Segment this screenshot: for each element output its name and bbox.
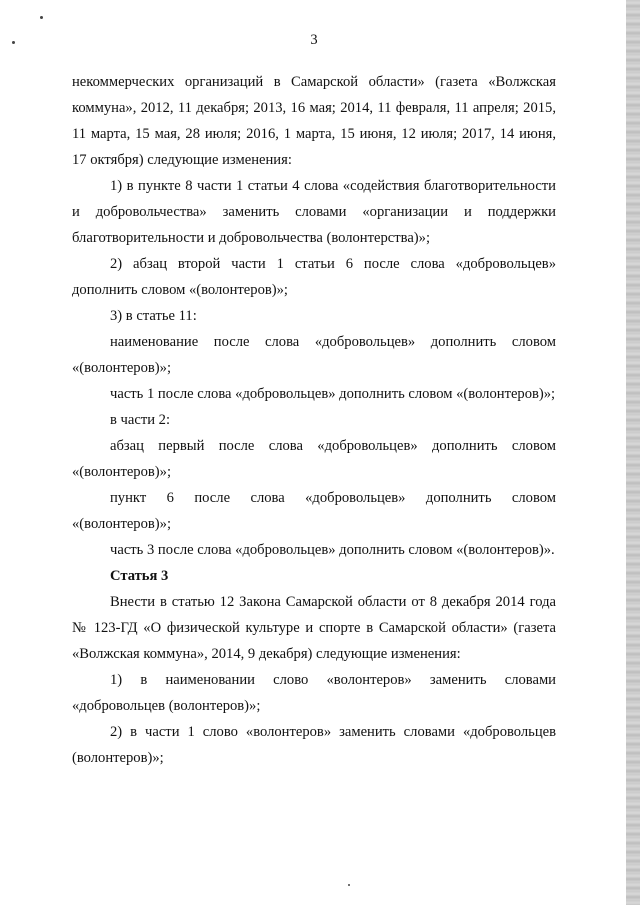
paragraph-intro: некоммерческих организаций в Самарской области» (газета «Волжская коммуна», 2012, 11 декабря; 2013, 16 мая; 2014, 11 февраля, 11 апреля; 2015, 11 марта, 15 мая, 28 июля; 2016, 1 марта, 15 июня, 12 июля; 2017, 14 июня, 17 октября) следующие изменения: [72, 74, 556, 168]
scan-speck [40, 16, 43, 19]
paragraph-item-2: 2) абзац второй части 1 статьи 6 после слова «добровольцев» дополнить словом «(волонтеров)»; [72, 256, 556, 298]
article-heading: Статья 3 [110, 568, 169, 584]
paragraph-subitem-punkt6: пункт 6 после слова «добровольцев» дополнить словом «(волонтеров)»; [72, 490, 556, 532]
paragraph-article-item-1: 1) в наименовании слово «волонтеров» заменить словами «добровольцев (волонтеров)»; [72, 672, 556, 714]
paragraph-item-1: 1) в пункте 8 части 1 статьи 4 слова «содействия благотворительности и добровольчества» заменить словами «организации и поддержки благотворительности и добровольчества (волонтерства)»; [72, 178, 556, 246]
paragraph-subitem-part1: часть 1 после слова «добровольцев» дополнить словом «(волонтеров)»; [110, 386, 556, 402]
paragraph-article-intro: Внести в статью 12 Закона Самарской области от 8 декабря 2014 года № 123-ГД «О физической культуре и спорте в Самарской области» (газета «Волжская коммуна», 2014, 9 декабря) следующие изменения: [72, 594, 556, 662]
paragraph-subitem-abzac: абзац первый после слова «добровольцев» дополнить словом «(волонтеров)»; [72, 438, 556, 480]
document-body [72, 69, 556, 771]
paragraph-article-item-2: 2) в части 1 слово «волонтеров» заменить словами «добровольцев (волонтеров)»; [72, 724, 556, 766]
scan-edge-shadow [626, 0, 640, 905]
paragraph-subitem-part2: в части 2: [110, 412, 171, 428]
paragraph-subitem-part3: часть 3 после слова «добровольцев» дополнить словом «(волонтеров)». [110, 542, 555, 558]
page-number: 3 [310, 32, 318, 48]
scan-speck [348, 884, 350, 886]
paragraph-subitem-name: наименование после слова «добровольцев» дополнить словом «(волонтеров)»; [72, 334, 556, 376]
paragraph-item-3: 3) в статье 11: [110, 308, 197, 324]
